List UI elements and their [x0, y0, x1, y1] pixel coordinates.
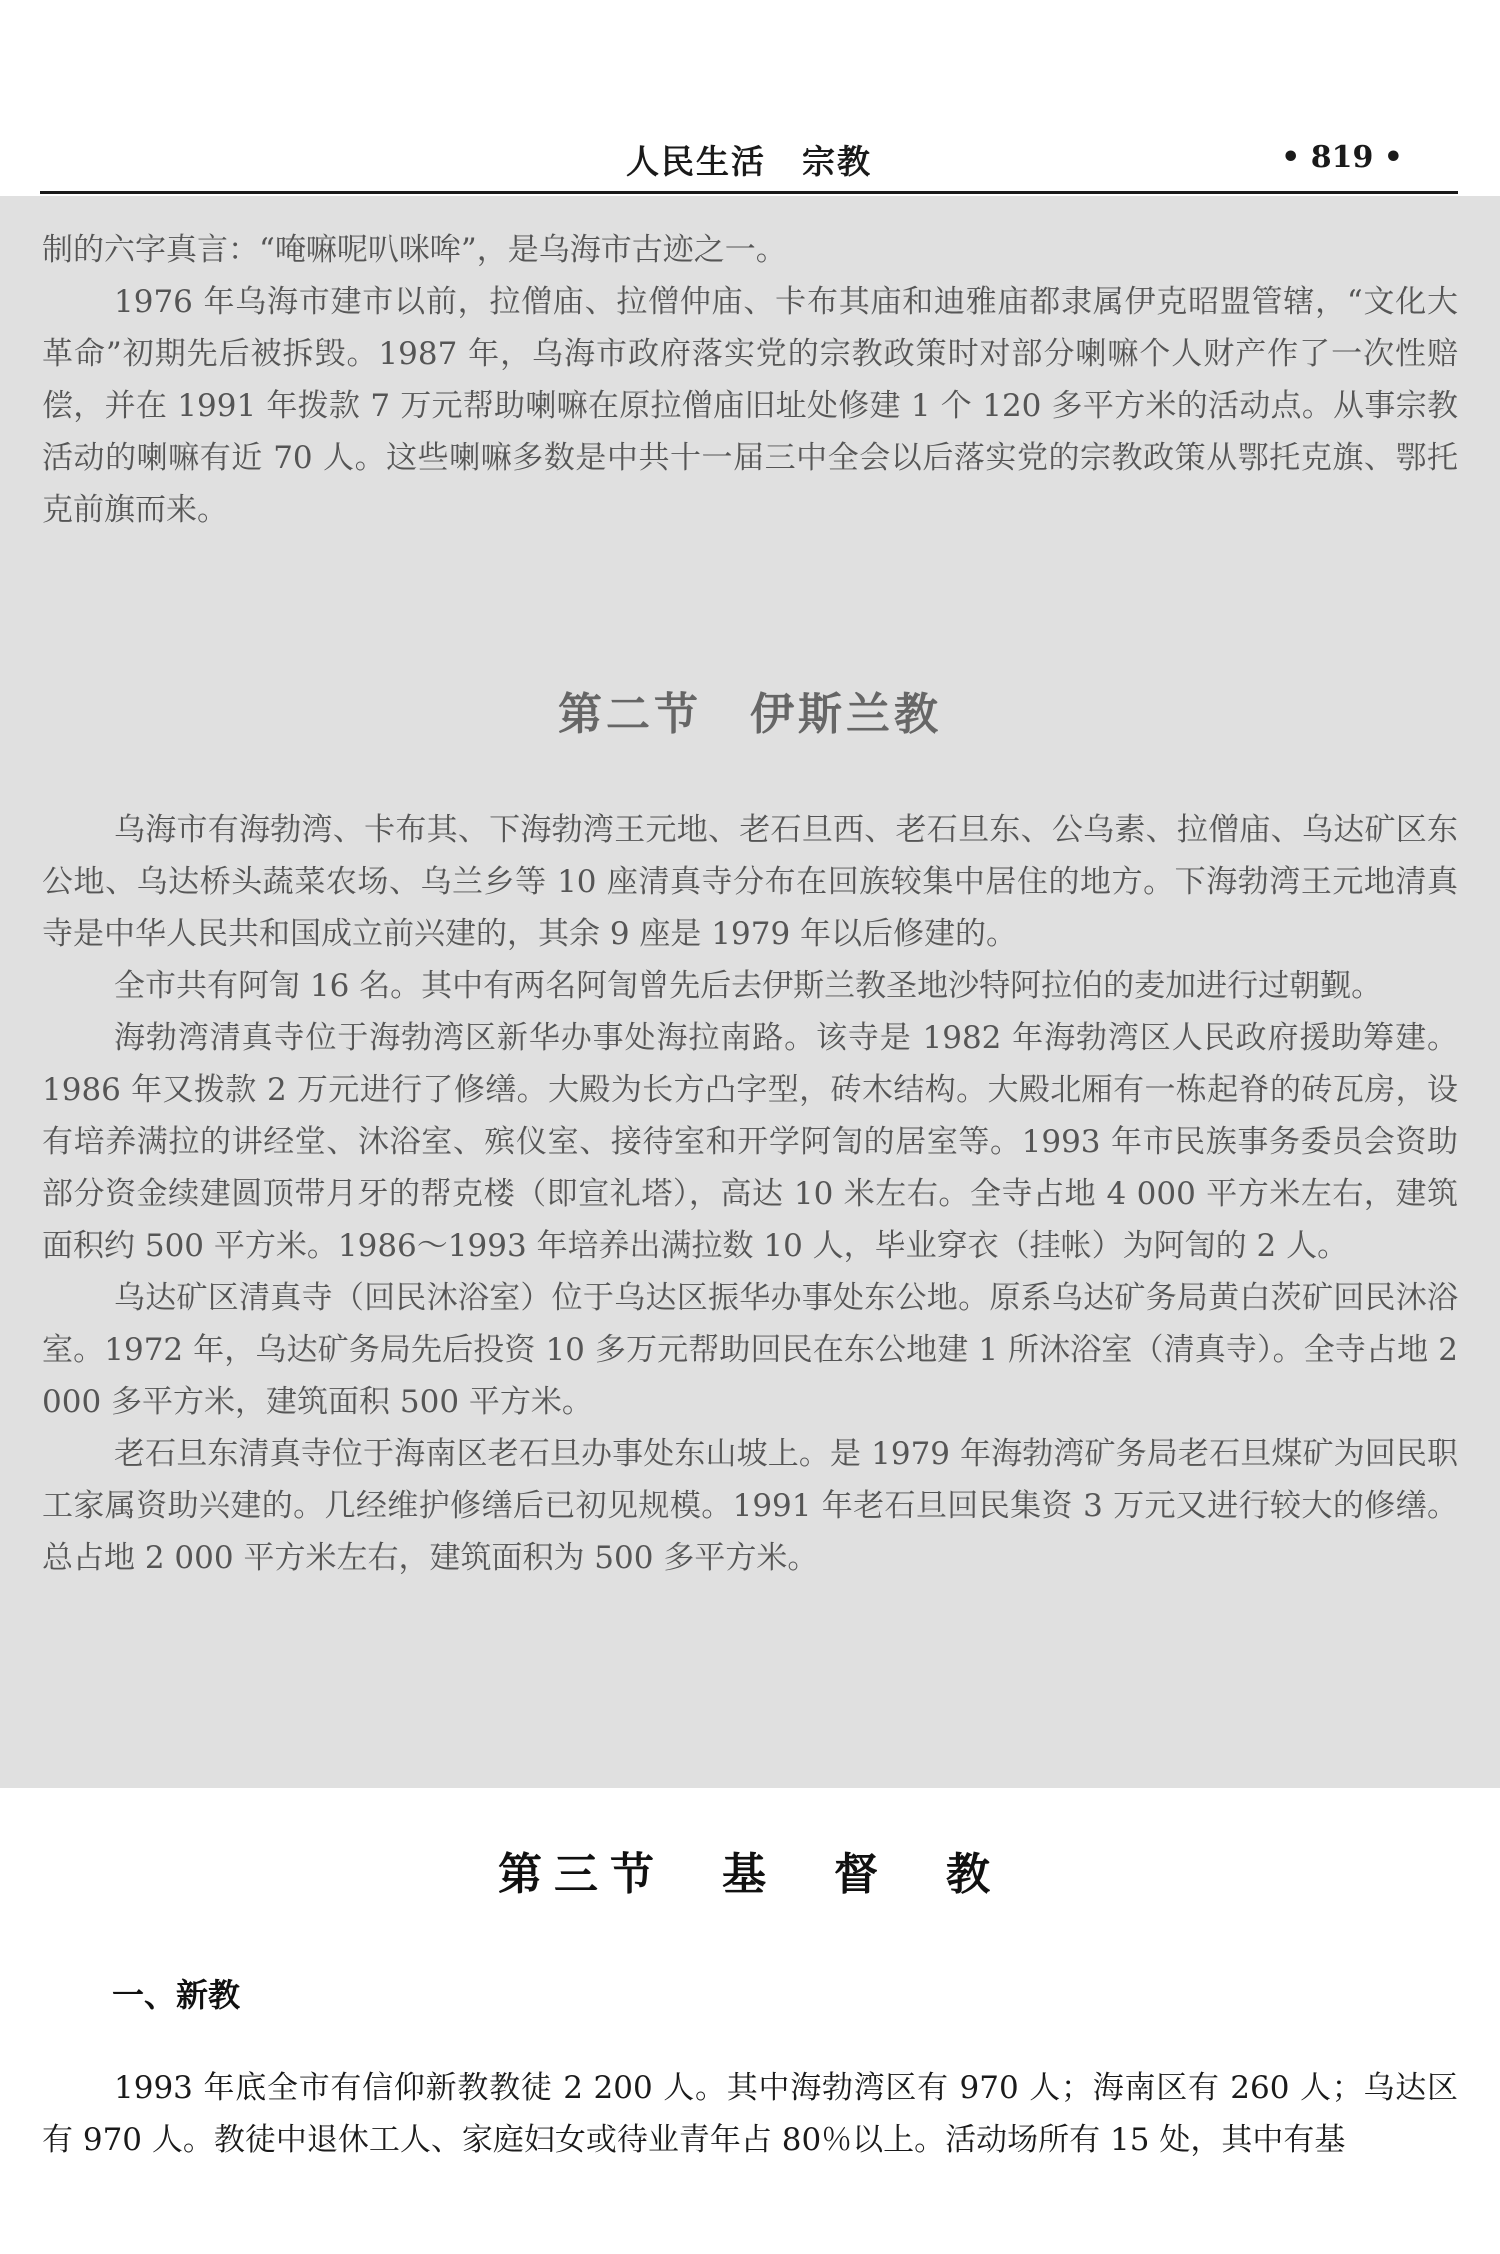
section-two-title: 第二节 伊斯兰教: [558, 689, 942, 740]
paragraph: 1976 年乌海市建市以前，拉僧庙、拉僧仲庙、卡布其庙和迪雅庙都隶属伊克昭盟管辖，“文化大革命”初期先后被拆毁。1987 年，乌海市政府落实党的宗教政策时对部分喇嘛个人财产作了一次性赔偿，并在 1991 年拨款 7 万元帮助喇嘛在原拉僧庙旧址处修建 1 个 120 多平方米的活动点。从事宗教活动的喇嘛有近 70 人。这些喇嘛多数是中共十一届三中全会以后落实党的宗教政策从鄂托克旗、鄂托克前旗而来。: [42, 284, 1458, 528]
paragraph: 乌达矿区清真寺（回民沐浴室）位于乌达区振华办事处东公地。原系乌达矿务局黄白茨矿回民沐浴室。1972 年，乌达矿务局先后投资 10 多万元帮助回民在东公地建 1 所沐浴室（清真寺）。全寺占地 2 000 多平方米，建筑面积 500 平方米。: [42, 1280, 1458, 1420]
section-three-body: [42, 2062, 1458, 2166]
paragraph: 全市共有阿訇 16 名。其中有两名阿訇曾先后去伊斯兰教圣地沙特阿拉伯的麦加进行过朝觐。: [114, 968, 1383, 1004]
paragraph: 海勃湾清真寺位于海勃湾区新华办事处海拉南路。该寺是 1982 年海勃湾区人民政府援助筹建。1986 年又拨款 2 万元进行了修缮。大殿为长方凸字型，砖木结构。大殿北厢有一栋起脊的砖瓦房，设有培养满拉的讲经堂、沐浴室、殡仪室、接待室和开学阿訇的居室等。1993 年市民族事务委员会资助部分资金续建圆顶带月牙的帮克楼（即宣礼塔），高达 10 米左右。全寺占地 4 000 平方米左右，建筑面积约 500 平方米。1986～1993 年培养出满拉数 10 人，毕业穿衣（挂帐）为阿訇的 2 人。: [42, 1020, 1458, 1264]
paragraph: 乌海市有海勃湾、卡布其、下海勃湾王元地、老石旦西、老石旦东、公乌素、拉僧庙、乌达矿区东公地、乌达桥头蔬菜农场、乌兰乡等 10 座清真寺分布在回族较集中居住的地方。下海勃湾王元地清真寺是中华人民共和国成立前兴建的，其余 9 座是 1979 年以后修建的。: [42, 812, 1458, 952]
page-number: • 819 •: [1281, 140, 1403, 175]
paragraph: 制的六字真言：“唵嘛呢叭咪哞”，是乌海市古迹之一。: [42, 232, 787, 268]
section-three-title: 第三节 基 督 教: [498, 1849, 1002, 1900]
running-header: [40, 130, 1458, 190]
header-title: [40, 136, 1458, 183]
section-two-body: [42, 804, 1458, 1584]
subheading-new-religion: 一、新教: [112, 1976, 241, 2014]
section-one-tail: [42, 224, 1458, 536]
paragraph: 老石旦东清真寺位于海南区老石旦办事处东山坡上。是 1979 年海勃湾矿务局老石旦煤矿为回民职工家属资助兴建的。几经维护修缮后已初见规模。1991 年老石旦回民集资 3 万元又进行较大的修缮。总占地 2 000 平方米左右，建筑面积为 500 多平方米。: [42, 1436, 1458, 1576]
header-title-left: 人民生活: [626, 142, 766, 181]
paragraph: 1993 年底全市有信仰新教教徒 2 200 人。其中海勃湾区有 970 人；海南区有 260 人；乌达区有 970 人。教徒中退休工人、家庭妇女或待业青年占 80％以上。活动场所有 15 处，其中有基: [42, 2070, 1458, 2158]
header-title-right: 宗教: [802, 142, 872, 181]
header-rule: [40, 191, 1458, 194]
